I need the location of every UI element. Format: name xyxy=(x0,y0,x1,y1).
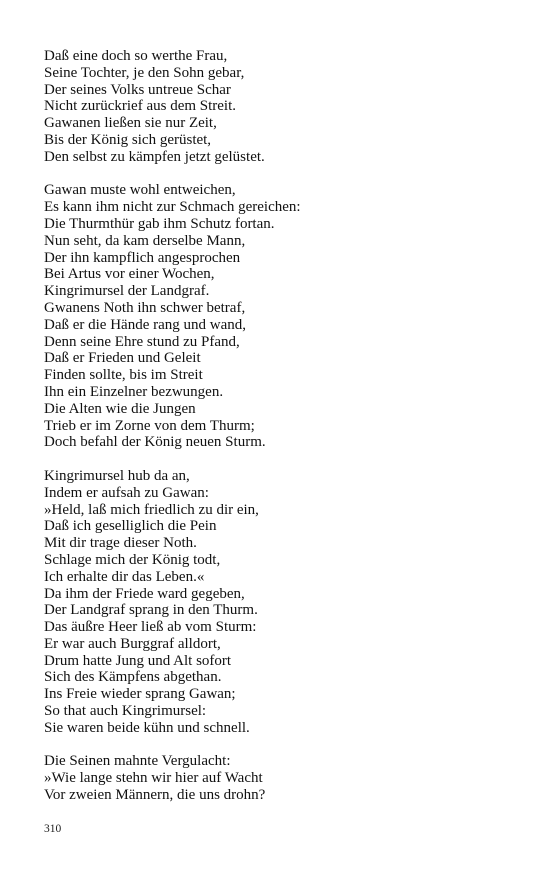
verse-line: Indem er aufsah zu Gawan: xyxy=(44,484,209,501)
verse-line: Mit dir trage dieser Noth. xyxy=(44,535,197,552)
verse-line: Denn seine Ehre stund zu Pfand, xyxy=(44,333,240,350)
verse-line: Es kann ihm nicht zur Schmach gereichen: xyxy=(44,199,301,216)
verse-line: Sich des Kämpfens abgethan. xyxy=(44,669,222,686)
verse-line: Daß er Frieden und Geleit xyxy=(44,350,201,367)
verse-line: Kingrimursel der Landgraf. xyxy=(44,283,210,300)
stanza-2 xyxy=(44,182,514,451)
verse-line: Der Landgraf sprang in den Thurm. xyxy=(44,602,258,619)
verse-line: Die Thurmthür gab ihm Schutz fortan. xyxy=(44,215,275,232)
verse-line: Trieb er im Zorne von dem Thurm; xyxy=(44,417,255,434)
verse-line: Daß ich geselliglich die Pein xyxy=(44,518,217,535)
verse-line: Gawanen ließen sie nur Zeit, xyxy=(44,115,217,132)
verse-line: »Wie lange stehn wir hier auf Wacht xyxy=(44,770,263,787)
verse-line: Daß eine doch so werthe Frau, xyxy=(44,48,228,64)
verse-line: Gawan muste wohl entweichen, xyxy=(44,182,236,199)
verse-line: Daß er die Hände rang und wand, xyxy=(44,316,247,333)
verse-line: Kingrimursel hub da an, xyxy=(44,467,190,484)
poem-page xyxy=(44,48,514,821)
verse-line: So that auch Kingrimursel: xyxy=(44,703,207,720)
verse-line: Der ihn kampflich angesprochen xyxy=(44,249,241,266)
verse-line: Die Seinen mahnte Vergulacht: xyxy=(44,753,231,770)
verse-line: Gwanens Noth ihn schwer betraf, xyxy=(44,299,246,316)
verse-line: Die Alten wie die Jungen xyxy=(44,400,196,417)
verse-line: Vor zweien Männern, die uns drohn? xyxy=(44,787,266,804)
verse-line: Finden sollte, bis im Streit xyxy=(44,367,203,384)
verse-line: Ich erhalte dir das Leben.« xyxy=(44,568,205,585)
verse-line: Den selbst zu kämpfen jetzt gelüstet. xyxy=(44,148,265,165)
verse-line: Ihn ein Einzelner bezwungen. xyxy=(44,383,224,400)
verse-line: Doch befahl der König neuen Sturm. xyxy=(44,434,266,451)
verse-line: Da ihm der Friede ward gegeben, xyxy=(44,585,245,602)
verse-line: Nicht zurückrief aus dem Streit. xyxy=(44,98,237,115)
verse-line: Drum hatte Jung und Alt sofort xyxy=(44,652,232,669)
verse-line: Sie waren beide kühn und schnell. xyxy=(44,719,250,736)
page-number: 310 xyxy=(44,823,62,835)
verse-line: Nun seht, da kam derselbe Mann, xyxy=(44,232,246,249)
verse-line: Bei Artus vor einer Wochen, xyxy=(44,266,215,283)
verse-line: Er war auch Burggraf alldort, xyxy=(44,635,221,652)
stanza-3 xyxy=(44,468,514,737)
verse-line: Seine Tochter, je den Sohn gebar, xyxy=(44,64,245,81)
stanza-1 xyxy=(44,48,514,166)
stanza-4 xyxy=(44,753,514,803)
verse-line: Ins Freie wieder sprang Gawan; xyxy=(44,686,236,703)
verse-line: Das äußre Heer ließ ab vom Sturm: xyxy=(44,619,257,636)
verse-line: Bis der König sich gerüstet, xyxy=(44,131,212,148)
verse-line: »Held, laß mich friedlich zu dir ein, xyxy=(44,501,259,518)
verse-line: Der seines Volks untreue Schar xyxy=(44,81,231,98)
verse-line: Schlage mich der König todt, xyxy=(44,551,221,568)
